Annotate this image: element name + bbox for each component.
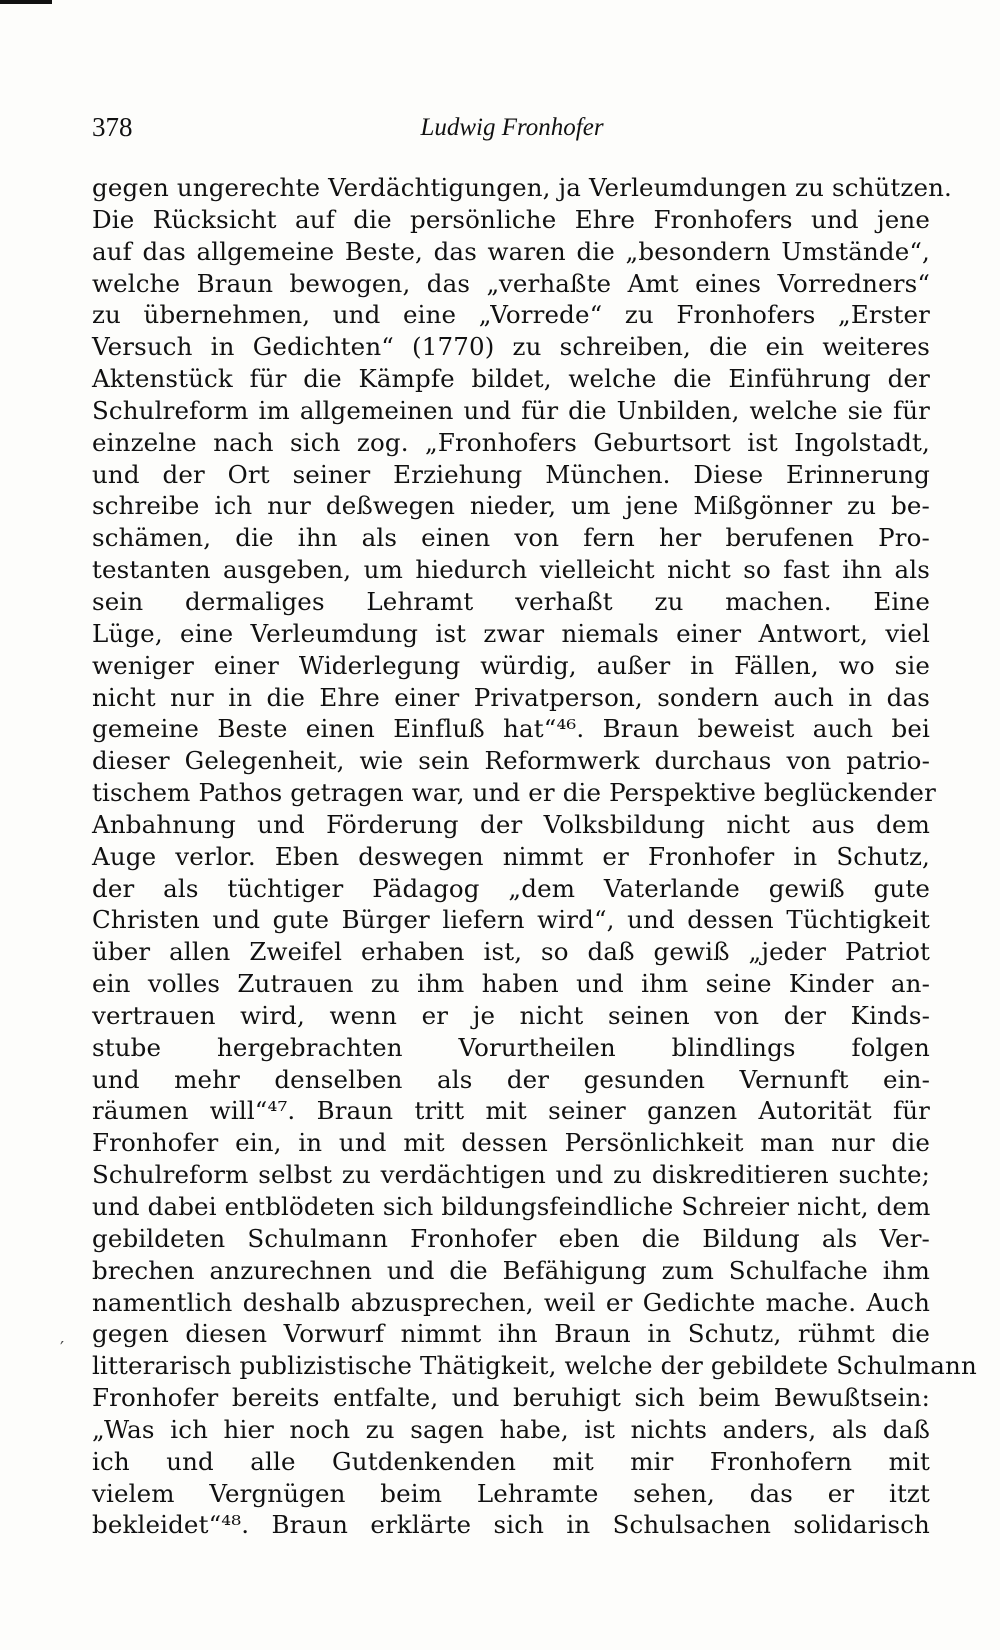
- text-line: und mehr denselben als der gesunden Vernunft ein-: [92, 1064, 930, 1094]
- text-line: über allen Zweifel erhaben ist, so daß gewiß „jeder Patriot: [92, 937, 930, 967]
- text-line: sein dermaliges Lehramt verhaßt zu machen. Eine: [92, 586, 930, 616]
- text-line: ich und alle Gutdenkenden mit mir Fronhofern mit: [92, 1446, 930, 1476]
- text-line: und der Ort seiner Erziehung München. Diese Erinnerung: [92, 459, 930, 489]
- text-line: räumen will“⁴⁷. Braun tritt mit seiner ganzen Autorität für: [92, 1096, 930, 1126]
- text-line: stube hergebrachten Vorurtheilen blindlings folgen: [92, 1032, 930, 1062]
- text-line: einzelne nach sich zog. „Fronhofers Geburtsort ist Ingolstadt,: [92, 427, 930, 457]
- text-line: vielem Vergnügen beim Lehramte sehen, das er itzt: [92, 1478, 930, 1508]
- text-line: gemeine Beste einen Einfluß hat“⁴⁶. Braun beweist auch bei: [92, 714, 930, 744]
- body-text: [92, 172, 977, 1541]
- text-line: nicht nur in die Ehre einer Privatperson, sondern auch in das: [92, 682, 930, 712]
- text-line: litterarisch publizistische Thätigkeit, welche der gebildete Schulmann: [92, 1351, 977, 1381]
- text-line: zu übernehmen, und eine „Vorrede“ zu Fronhofers „Erster: [92, 300, 930, 330]
- margin-mark: ′: [60, 1338, 65, 1359]
- running-head: Ludwig Fronhofer: [420, 114, 604, 141]
- text-line: gegen diesen Vorwurf nimmt ihn Braun in Schutz, rühmt die: [92, 1319, 930, 1349]
- text-line: vertrauen wird, wenn er je nicht seinen von der Kinds-: [92, 1000, 930, 1030]
- text-line: auf das allgemeine Beste, das waren die „besondern Umstände“,: [92, 236, 930, 266]
- text-line: Fronhofer bereits entfalte, und beruhigt sich beim Bewußtsein:: [92, 1383, 930, 1413]
- text-line: tischem Pathos getragen war, und er die Perspektive beglückender: [92, 778, 936, 808]
- scan-corner-mark: [0, 0, 52, 4]
- page-number: 378: [92, 112, 133, 142]
- text-line: Schulreform im allgemeinen und für die Unbilden, welche sie für: [92, 395, 930, 425]
- text-line: gebildeten Schulmann Fronhofer eben die Bildung als Ver-: [92, 1223, 930, 1253]
- text-line: schreibe ich nur deßwegen nieder, um jene Mißgönner zu be-: [92, 491, 930, 521]
- text-line: welche Braun bewogen, das „verhaßte Amt eines Vorredners“: [92, 268, 930, 298]
- text-line: Aktenstück für die Kämpfe bildet, welche die Einführung der: [92, 364, 930, 394]
- text-line: der als tüchtiger Pädagog „dem Vaterlande gewiß gute: [92, 873, 930, 903]
- text-line: „Was ich hier noch zu sagen habe, ist nichts anders, als daß: [92, 1414, 930, 1444]
- text-line: Fronhofer ein, in und mit dessen Persönlichkeit man nur die: [92, 1128, 930, 1158]
- text-line: Christen und gute Bürger liefern wird“, und dessen Tüchtigkeit: [92, 905, 930, 935]
- text-line: brechen anzurechnen und die Befähigung zum Schulfache ihm: [92, 1255, 930, 1285]
- text-line: schämen, die ihn als einen von fern her berufenen Pro-: [92, 523, 930, 553]
- text-line: Auge verlor. Eben deswegen nimmt er Fronhofer in Schutz,: [92, 841, 930, 871]
- text-line: dieser Gelegenheit, wie sein Reformwerk durchaus von patrio-: [92, 746, 930, 776]
- text-line: Schulreform selbst zu verdächtigen und zu diskreditieren suchte;: [92, 1160, 930, 1190]
- text-line: gegen ungerechte Verdächtigungen, ja Verleumdungen zu schützen.: [92, 173, 952, 202]
- text-line: ein volles Zutrauen zu ihm haben und ihm seine Kinder an-: [92, 969, 930, 999]
- text-line: und dabei entblödeten sich bildungsfeindliche Schreier nicht, dem: [92, 1192, 931, 1221]
- text-line: Lüge, eine Verleumdung ist zwar niemals einer Antwort, viel: [92, 618, 930, 648]
- page-header: [92, 112, 932, 146]
- text-line: testanten ausgeben, um hiedurch vielleicht nicht so fast ihn als: [92, 555, 930, 585]
- text-line: bekleidet“⁴⁸. Braun erklärte sich in Schulsachen solidarisch: [92, 1510, 930, 1540]
- text-line: namentlich deshalb abzusprechen, weil er Gedichte mache. Auch: [92, 1287, 930, 1317]
- text-line: weniger einer Widerlegung würdig, außer in Fällen, wo sie: [92, 650, 930, 680]
- text-line: Versuch in Gedichten“ (1770) zu schreiben, die ein weiteres: [92, 332, 930, 362]
- text-line: Anbahnung und Förderung der Volksbildung nicht aus dem: [92, 809, 930, 839]
- text-line: Die Rücksicht auf die persönliche Ehre Fronhofers und jene: [92, 204, 930, 234]
